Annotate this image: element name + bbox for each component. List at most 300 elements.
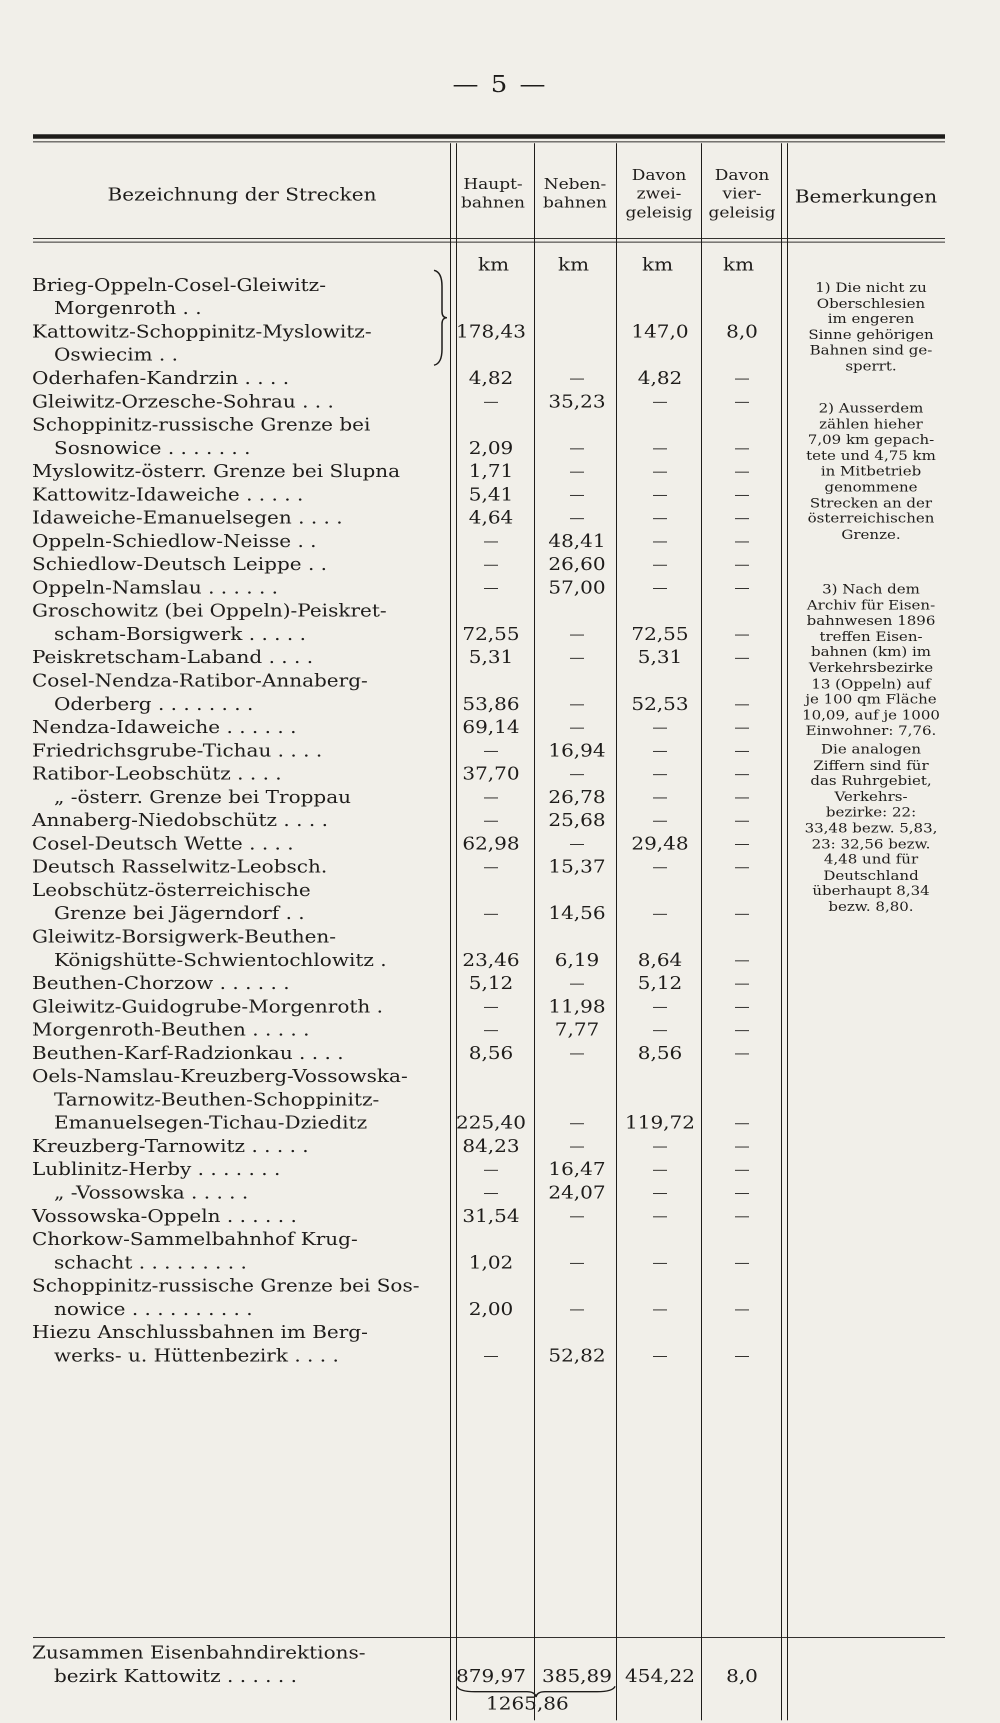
value-neben bbox=[537, 692, 617, 715]
remark-line: 3) Nach dem bbox=[822, 580, 920, 598]
dash-mark bbox=[735, 1216, 749, 1217]
dash-mark bbox=[653, 798, 667, 799]
value-haupt bbox=[452, 1157, 530, 1180]
remark-line: 1) Die nicht zu bbox=[815, 279, 927, 296]
dash-mark bbox=[653, 1030, 667, 1031]
value-zwei bbox=[618, 482, 702, 505]
header-viergeleisig-line1: Davon bbox=[714, 166, 770, 185]
route-name: Königshütte-Schwientochlowitz . bbox=[54, 948, 387, 971]
remark-line: Deutschland bbox=[823, 867, 919, 884]
value-vier bbox=[702, 1250, 782, 1273]
value-neben: 16,47 bbox=[548, 1158, 606, 1180]
dash-mark bbox=[570, 1309, 584, 1310]
value-haupt: 37,70 bbox=[462, 762, 520, 785]
value-vier bbox=[702, 1204, 782, 1227]
value-haupt bbox=[452, 389, 530, 412]
unit-zwei: km bbox=[642, 253, 674, 275]
value-zwei bbox=[618, 389, 702, 412]
dash-mark bbox=[653, 751, 667, 752]
value-neben bbox=[537, 1204, 617, 1227]
value-neben bbox=[537, 506, 617, 529]
value-neben: 15,37 bbox=[548, 855, 606, 878]
total-neben: 385,89 bbox=[542, 1664, 612, 1687]
table-row bbox=[0, 994, 1000, 1017]
header-zweigeleisig-line2: zwei- bbox=[636, 185, 682, 204]
value-neben: 26,78 bbox=[548, 785, 606, 808]
unit-haupt: km bbox=[478, 253, 510, 275]
route-name: Nendza-Idaweiche . . . . . . bbox=[32, 716, 297, 738]
dash-mark bbox=[653, 565, 667, 566]
table-row bbox=[0, 925, 1000, 948]
value-zwei bbox=[618, 1018, 702, 1041]
remark-line: in Mitbetrieb bbox=[820, 463, 922, 480]
value-neben: 16,94 bbox=[548, 739, 606, 761]
dash-mark bbox=[570, 635, 584, 636]
value-zwei bbox=[618, 1134, 702, 1157]
value-haupt bbox=[452, 552, 530, 575]
value-zwei bbox=[618, 1297, 702, 1320]
remark-4 bbox=[792, 742, 950, 915]
value-haupt bbox=[452, 855, 530, 878]
value-neben bbox=[537, 762, 617, 785]
route-name: Gleiwitz-Borsigwerk-Beuthen- bbox=[32, 925, 337, 947]
dash-mark bbox=[653, 542, 667, 543]
dash-mark bbox=[570, 844, 584, 845]
remark-line: 10,09, auf je 1000 bbox=[802, 706, 940, 723]
dash-mark bbox=[570, 658, 584, 659]
dash-mark bbox=[735, 565, 749, 566]
value-vier bbox=[702, 645, 782, 668]
route-name: Sosnowice . . . . . . . bbox=[54, 436, 251, 459]
unit-vier: km bbox=[723, 253, 755, 275]
header-rule-2 bbox=[33, 242, 945, 243]
route-name: Kreuzberg-Tarnowitz . . . . . bbox=[32, 1134, 309, 1157]
dash-mark bbox=[735, 1170, 749, 1171]
route-name: Schiedlow-Deutsch Leippe . . bbox=[32, 553, 328, 575]
dash-mark bbox=[735, 984, 749, 985]
total-sum: 1265,86 bbox=[486, 1692, 569, 1715]
dash-mark bbox=[735, 1030, 749, 1031]
value-vier bbox=[702, 1343, 782, 1366]
value-vier bbox=[702, 971, 782, 994]
value-vier bbox=[702, 576, 782, 599]
header-viergeleisig-line3: geleisig bbox=[708, 204, 776, 222]
remark-line: treffen Eisen- bbox=[819, 628, 923, 645]
remark-line: zählen hieher bbox=[819, 415, 923, 432]
route-name: Grenze bei Jägerndorf . . bbox=[54, 902, 305, 924]
remark-line: Strecken an der bbox=[809, 494, 933, 511]
dash-mark bbox=[653, 774, 667, 775]
value-haupt: 4,64 bbox=[468, 506, 514, 529]
remark-line: Ziffern sind für bbox=[813, 756, 929, 773]
dash-mark bbox=[735, 495, 749, 496]
header-hauptbahnen-line1: Haupt- bbox=[463, 175, 523, 194]
value-neben: 48,41 bbox=[548, 529, 606, 552]
dash-mark bbox=[570, 448, 584, 449]
value-haupt: 53,86 bbox=[462, 692, 520, 715]
dash-mark bbox=[735, 1053, 749, 1054]
dash-mark bbox=[735, 448, 749, 449]
dash-mark bbox=[653, 472, 667, 473]
value-neben bbox=[537, 436, 617, 459]
value-haupt: 5,41 bbox=[468, 483, 514, 505]
value-neben: 7,77 bbox=[554, 1018, 600, 1041]
dash-mark bbox=[653, 1007, 667, 1008]
route-name: Oels-Namslau-Kreuzberg-Vossowska- bbox=[32, 1065, 408, 1087]
route-name: „ -Vossowska . . . . . bbox=[54, 1181, 249, 1203]
value-neben: 35,23 bbox=[548, 390, 606, 412]
value-haupt bbox=[452, 994, 530, 1017]
remark-line: 2) Ausserdem bbox=[818, 400, 924, 417]
page-number: — 5 — bbox=[452, 71, 548, 99]
value-zwei: 52,53 bbox=[631, 692, 689, 715]
route-name: Oppeln-Schiedlow-Neisse . . bbox=[32, 529, 317, 552]
dash-mark bbox=[653, 495, 667, 496]
value-vier bbox=[702, 436, 782, 459]
remark-line: 7,09 km gepach- bbox=[807, 431, 935, 448]
value-zwei: 4,82 bbox=[637, 366, 683, 389]
dash-mark bbox=[570, 1123, 584, 1124]
dash-mark bbox=[484, 1356, 498, 1357]
remark-line: Die analogen bbox=[821, 741, 921, 758]
table-row bbox=[0, 1088, 1000, 1111]
dash-mark bbox=[735, 518, 749, 519]
remark-line: sperrt. bbox=[845, 357, 897, 375]
value-haupt: 5,31 bbox=[468, 646, 514, 668]
header-bezeichnung: Bezeichnung der Strecken bbox=[107, 183, 377, 205]
route-name: Tarnowitz-Beuthen-Schoppinitz- bbox=[54, 1088, 380, 1110]
value-neben: 57,00 bbox=[548, 576, 606, 598]
route-name: Ratibor-Leobschütz . . . . bbox=[32, 762, 282, 785]
table-row bbox=[0, 1274, 1000, 1297]
value-zwei bbox=[618, 1204, 702, 1227]
dash-mark bbox=[484, 402, 498, 403]
header-zweigeleisig bbox=[617, 166, 701, 222]
route-name: Oderberg . . . . . . . . bbox=[54, 692, 254, 715]
dash-mark bbox=[653, 518, 667, 519]
table-row bbox=[0, 1343, 1000, 1366]
dash-mark bbox=[570, 984, 584, 985]
remark-line: 4,48 und für bbox=[823, 851, 919, 868]
dash-mark bbox=[735, 1356, 749, 1357]
route-name: Cosel-Deutsch Wette . . . . bbox=[32, 832, 294, 854]
dash-mark bbox=[570, 704, 584, 705]
route-name: Morgenroth-Beuthen . . . . . bbox=[32, 1018, 310, 1041]
value-zwei bbox=[618, 1343, 702, 1366]
dash-mark bbox=[735, 472, 749, 473]
route-name: Oswiecim . . bbox=[54, 343, 179, 366]
value-vier bbox=[702, 482, 782, 505]
dash-mark bbox=[570, 728, 584, 729]
route-name: scham-Borsigwerk . . . . . bbox=[54, 622, 306, 645]
dash-mark bbox=[653, 1309, 667, 1310]
value-zwei: 29,48 bbox=[631, 832, 689, 854]
value-neben bbox=[537, 1111, 617, 1134]
header-hauptbahnen-line2: bahnen bbox=[461, 194, 525, 213]
dash-mark bbox=[570, 1263, 584, 1264]
route-name: Groschowitz (bei Oppeln)-Peiskret- bbox=[32, 599, 387, 622]
value-haupt: 1,71 bbox=[468, 460, 514, 482]
dash-mark bbox=[735, 1123, 749, 1124]
dash-mark bbox=[735, 635, 749, 636]
value-zwei bbox=[618, 901, 702, 924]
value-haupt bbox=[452, 901, 530, 924]
value-haupt: 225,40 bbox=[456, 1111, 526, 1134]
dash-mark bbox=[735, 798, 749, 799]
value-vier bbox=[702, 366, 782, 389]
total-zwei: 454,22 bbox=[625, 1664, 695, 1687]
value-neben: 11,98 bbox=[548, 995, 606, 1017]
dash-mark bbox=[653, 1216, 667, 1217]
route-name: Kattowitz-Schoppinitz-Myslowitz- bbox=[32, 320, 372, 342]
top-rule-thin bbox=[33, 141, 945, 142]
dash-mark bbox=[653, 1193, 667, 1194]
dash-mark bbox=[653, 867, 667, 868]
dash-mark bbox=[653, 821, 667, 822]
value-zwei: 8,64 bbox=[637, 948, 683, 971]
route-name: nowice . . . . . . . . . . bbox=[54, 1297, 253, 1320]
value-neben: 24,07 bbox=[548, 1181, 606, 1203]
table-row bbox=[0, 971, 1000, 994]
route-name: Schoppinitz-russische Grenze bei Sos- bbox=[32, 1274, 420, 1297]
value-neben bbox=[537, 1041, 617, 1064]
table-row bbox=[0, 1134, 1000, 1157]
value-zwei bbox=[618, 1181, 702, 1204]
route-name: schacht . . . . . . . . . bbox=[54, 1251, 247, 1273]
value-haupt: 31,54 bbox=[462, 1204, 520, 1227]
header-bemerkungen: Bemerkungen bbox=[794, 185, 938, 207]
dash-mark bbox=[484, 1030, 498, 1031]
value-zwei bbox=[618, 459, 702, 482]
value-vier bbox=[702, 459, 782, 482]
value-haupt: 84,23 bbox=[462, 1134, 520, 1157]
value-haupt: 4,82 bbox=[468, 366, 514, 389]
dash-mark bbox=[570, 472, 584, 473]
header-zweigeleisig-line3: geleisig bbox=[625, 204, 693, 222]
value-vier bbox=[702, 552, 782, 575]
value-haupt: 178,43 bbox=[456, 320, 526, 342]
dash-mark bbox=[484, 1170, 498, 1171]
remark-2 bbox=[792, 401, 950, 543]
table-row bbox=[0, 1111, 1000, 1134]
value-zwei: 147,0 bbox=[631, 320, 689, 342]
value-vier bbox=[702, 622, 782, 645]
dash-mark bbox=[484, 867, 498, 868]
route-name: Beuthen-Karf-Radzionkau . . . . bbox=[32, 1041, 344, 1064]
dash-mark bbox=[653, 1170, 667, 1171]
value-zwei bbox=[618, 738, 702, 761]
remark-line: österreichischen bbox=[807, 510, 935, 527]
value-neben: 26,60 bbox=[548, 553, 606, 575]
table-row bbox=[0, 1227, 1000, 1250]
value-vier bbox=[702, 1041, 782, 1064]
value-neben: 6,19 bbox=[554, 948, 600, 971]
remark-line: Archiv für Eisen- bbox=[806, 596, 936, 613]
value-haupt bbox=[452, 1018, 530, 1041]
table-row bbox=[0, 552, 1000, 575]
dash-mark bbox=[484, 542, 498, 543]
value-zwei: 119,72 bbox=[625, 1111, 695, 1134]
dash-mark bbox=[735, 704, 749, 705]
remark-line: tete und 4,75 km bbox=[806, 447, 936, 464]
value-zwei bbox=[618, 715, 702, 738]
dash-mark bbox=[484, 914, 498, 915]
value-haupt: 62,98 bbox=[462, 832, 520, 854]
table-row bbox=[0, 1064, 1000, 1087]
route-name: Myslowitz-österr. Grenze bei Slupna bbox=[32, 460, 401, 482]
top-rule-thick bbox=[33, 134, 945, 138]
dash-mark bbox=[484, 565, 498, 566]
remark-line: je 100 qm Fläche bbox=[805, 691, 937, 708]
total-haupt: 879,97 bbox=[456, 1664, 526, 1687]
route-name: Vossowska-Oppeln . . . . . . bbox=[32, 1204, 297, 1227]
header-viergeleisig-line2: vier- bbox=[722, 185, 762, 204]
dash-mark bbox=[735, 402, 749, 403]
dash-mark bbox=[653, 914, 667, 915]
value-zwei: 72,55 bbox=[631, 622, 689, 645]
dash-mark bbox=[653, 588, 667, 589]
total-label-text-2: bezirk Kattowitz . . . . . . bbox=[54, 1664, 297, 1687]
value-haupt bbox=[452, 1343, 530, 1366]
value-zwei bbox=[618, 1250, 702, 1273]
value-zwei: 8,56 bbox=[637, 1041, 683, 1064]
route-name: Beuthen-Chorzow . . . . . . bbox=[32, 972, 290, 994]
table-row bbox=[0, 1204, 1000, 1227]
remark-line: 23: 32,56 bezw. bbox=[811, 835, 931, 852]
remark-line: bahnen (km) im bbox=[811, 643, 931, 660]
value-neben bbox=[537, 622, 617, 645]
remark-line: Sinne gehörigen bbox=[808, 326, 934, 343]
value-vier bbox=[702, 1134, 782, 1157]
route-name: Oppeln-Namslau . . . . . . bbox=[32, 576, 279, 598]
dash-mark bbox=[735, 844, 749, 845]
route-name: Brieg-Oppeln-Cosel-Gleiwitz- bbox=[32, 273, 326, 296]
value-vier bbox=[702, 1018, 782, 1041]
remark-line: Bahnen sind ge- bbox=[809, 342, 933, 359]
remark-line: bezirke: 22: bbox=[825, 804, 917, 821]
dash-mark bbox=[653, 402, 667, 403]
route-name: Friedrichsgrube-Tichau . . . . bbox=[32, 739, 323, 761]
dash-mark bbox=[735, 867, 749, 868]
value-zwei: 5,12 bbox=[637, 972, 683, 994]
dash-mark bbox=[484, 1193, 498, 1194]
dash-mark bbox=[653, 1263, 667, 1264]
remark-line: Grenze. bbox=[841, 526, 901, 543]
table-row bbox=[0, 1157, 1000, 1180]
value-neben: 52,82 bbox=[548, 1344, 606, 1366]
dash-mark bbox=[735, 751, 749, 752]
value-neben bbox=[537, 832, 617, 855]
dash-mark bbox=[735, 1309, 749, 1310]
value-haupt: 5,12 bbox=[468, 972, 514, 994]
dash-mark bbox=[570, 1053, 584, 1054]
route-name: Annaberg-Niedobschütz . . . . bbox=[32, 809, 328, 831]
remark-line: genommene bbox=[824, 478, 918, 495]
remark-line: überhaupt 8,34 bbox=[812, 882, 930, 899]
value-haupt: 8,56 bbox=[468, 1041, 514, 1064]
dash-mark bbox=[570, 379, 584, 380]
table-row bbox=[0, 1250, 1000, 1273]
route-name: Gleiwitz-Orzesche-Sohrau . . . bbox=[32, 390, 334, 412]
dash-mark bbox=[735, 774, 749, 775]
value-haupt: 23,46 bbox=[462, 948, 520, 971]
value-haupt bbox=[452, 576, 530, 599]
dash-mark bbox=[735, 542, 749, 543]
value-zwei bbox=[618, 994, 702, 1017]
value-haupt: 72,55 bbox=[462, 622, 520, 645]
header-rule-1 bbox=[33, 238, 945, 239]
dash-mark bbox=[570, 774, 584, 775]
route-name: Gleiwitz-Guidogrube-Morgenroth . bbox=[32, 995, 384, 1017]
value-vier bbox=[702, 389, 782, 412]
remark-1 bbox=[792, 280, 950, 374]
dash-mark bbox=[484, 588, 498, 589]
value-vier bbox=[702, 785, 782, 808]
value-vier bbox=[702, 692, 782, 715]
dash-mark bbox=[735, 588, 749, 589]
value-zwei bbox=[618, 506, 702, 529]
value-vier bbox=[702, 948, 782, 971]
table-row bbox=[0, 1320, 1000, 1343]
value-zwei bbox=[618, 552, 702, 575]
route-name: Deutsch Rasselwitz-Leobsch. bbox=[32, 855, 328, 878]
route-name: Kattowitz-Idaweiche . . . . . bbox=[32, 483, 304, 505]
header-viergeleisig bbox=[702, 166, 782, 222]
value-vier bbox=[702, 832, 782, 855]
total-vier: 8,0 bbox=[726, 1664, 758, 1687]
value-vier bbox=[702, 1181, 782, 1204]
value-neben bbox=[537, 715, 617, 738]
value-zwei bbox=[618, 808, 702, 831]
value-zwei bbox=[618, 785, 702, 808]
value-haupt bbox=[452, 738, 530, 761]
remark-3 bbox=[792, 582, 950, 739]
value-vier bbox=[702, 855, 782, 878]
route-name: Oderhafen-Kandrzin . . . . bbox=[32, 366, 290, 389]
remark-line: Verkehrs- bbox=[834, 788, 908, 805]
dash-mark bbox=[735, 914, 749, 915]
dash-mark bbox=[735, 658, 749, 659]
dash-mark bbox=[735, 728, 749, 729]
value-vier bbox=[702, 738, 782, 761]
dash-mark bbox=[735, 379, 749, 380]
dash-mark bbox=[484, 821, 498, 822]
header-nebenbahnen-line1: Neben- bbox=[543, 175, 607, 194]
value-zwei bbox=[618, 436, 702, 459]
value-neben bbox=[537, 366, 617, 389]
total-label-text-1: Zusammen Eisenbahndirektions- bbox=[32, 1641, 366, 1664]
table-row bbox=[0, 1297, 1000, 1320]
value-vier bbox=[702, 808, 782, 831]
total-rule bbox=[33, 1637, 945, 1638]
dash-mark bbox=[653, 448, 667, 449]
value-zwei: 5,31 bbox=[637, 646, 683, 668]
route-name: Peiskretscham-Laband . . . . bbox=[32, 646, 314, 668]
value-vier: 8,0 bbox=[726, 320, 758, 342]
table-row bbox=[0, 1041, 1000, 1064]
dash-mark bbox=[735, 1007, 749, 1008]
header-hauptbahnen bbox=[452, 175, 534, 213]
value-neben: 14,56 bbox=[548, 902, 606, 924]
value-vier bbox=[702, 1157, 782, 1180]
value-haupt: 2,00 bbox=[468, 1297, 514, 1320]
dash-mark bbox=[484, 1007, 498, 1008]
dash-mark bbox=[735, 1147, 749, 1148]
remark-line: 13 (Oppeln) auf bbox=[811, 675, 931, 692]
dash-mark bbox=[735, 821, 749, 822]
value-neben bbox=[537, 971, 617, 994]
dash-mark bbox=[570, 1147, 584, 1148]
